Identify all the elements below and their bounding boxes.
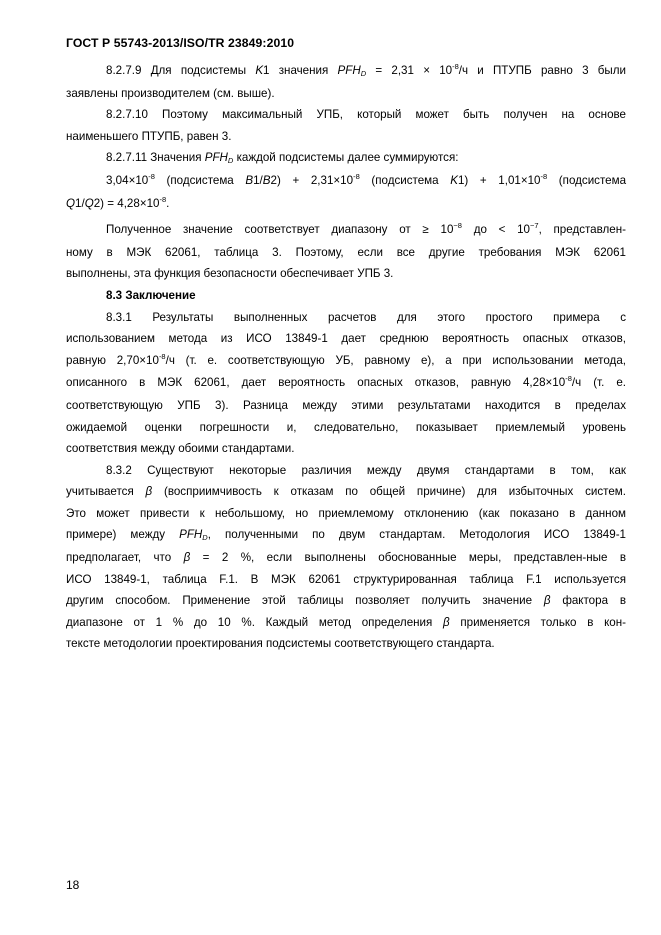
- text-line: тексте методологии проектирования подсистемы соответствующего стандарта.: [66, 637, 495, 651]
- document-body: [66, 60, 626, 655]
- text-line: использованием метода из ИСО 13849-1 дает среднюю вероятность опасных отказов,: [66, 332, 626, 346]
- text-line: 8.3.1 Результаты выполненных расчетов для этого простого примера с: [106, 310, 626, 324]
- paragraph-8-2-7-9: [66, 60, 626, 104]
- text-line: соответствия между обоими стандартами.: [66, 442, 295, 456]
- text-line: соответствующую УПБ 3). Разница между этими результатами находится в пределах: [66, 398, 626, 412]
- text-line: предполагает, что β = 2 %, если выполнены обоснованные меры, представлен-ные в: [66, 551, 626, 565]
- standard-header: ГОСТ Р 55743-2013/ISO/TR 23849:2010: [66, 36, 295, 50]
- text-line: ИСО 13849-1, таблица F.1. В МЭК 62061 структурированная таблица F.1 используется: [66, 572, 626, 586]
- text-line: выполнены, эта функция безопасности обеспечивает УПБ 3.: [66, 267, 394, 281]
- text-line: $3,04\times 10^{-8}$ (подсистема $B1/B2) + 2,31\times 10^{-8}$ (подсистема $K1) + 1,01\times 10^{-8}$ (подсистема: [106, 171, 627, 187]
- sum-formula: [66, 170, 626, 215]
- text-line: 8.2.7.10 Поэтому максимальный УПБ, который может быть получен на основе: [106, 108, 626, 122]
- text-line: примере) между $PFH_D$, полученными по двум стандартам. Методология ИСО 13849-1: [66, 528, 626, 543]
- text-line: $Q1/Q2) = 4,28\times 10^{-8}$.: [66, 194, 170, 210]
- text-line: наименьшего ПТУПБ, равен 3.: [66, 129, 232, 143]
- text-line: учитывается β (восприимчивость к отказам по общей причине) для избыточных систем.: [66, 485, 626, 499]
- paragraph-8-3-2: [66, 460, 626, 655]
- text-line: равную $2,70\times 10^{-8}/ч$ (т. е. соответствующую УБ, равному е), а при использовании метода,: [66, 351, 626, 367]
- text-line: Это может привести к небольшому, но приемлемому отклонению (как показано в данном: [66, 506, 626, 520]
- section-heading: 8.3 Заключение: [106, 288, 196, 302]
- text-line: ожидаемой оценки погрешности и, следовательно, показывает приемлемый уровень: [66, 420, 626, 434]
- text-line: 8.3.2 Существуют некоторые различия между двумя стандартами в том, как: [106, 463, 626, 477]
- text-line: другим способом. Применение этой таблицы позволяет получить значение β фактора в: [66, 594, 626, 608]
- text-line: 8.2.7.11 Значения $PFH_D$ каждой подсистемы далее суммируются:: [106, 151, 459, 166]
- paragraph-8-2-7-10: [66, 104, 626, 147]
- paragraph-8-2-7-11: [66, 147, 626, 170]
- text-line: заявлены производителем (см. выше).: [66, 86, 275, 100]
- text-line: ному в МЭК 62061, таблица 3. Поэтому, если все другие требования МЭК 62061: [66, 245, 626, 259]
- text-line: 8.2.7.9 Для подсистемы K1 значения $PFH_D = 2,31 \times 10^{-8}/ч$ и ПТУПБ равно 3 были: [106, 62, 626, 78]
- text-line: описанного в МЭК 62061, дает вероятность опасных отказов, равную $4,28\times 10^{-8}/ч$ (т. е.: [66, 374, 627, 390]
- text-line: Полученное значение соответствует диапазону от ≥ $10^{-8}$ до < $10^{-7}$, представлен-: [106, 221, 626, 237]
- text-line: диапазоне от 1 % до 10 %. Каждый метод определения β применяется только в кон-: [66, 615, 626, 629]
- result-paragraph: [66, 219, 626, 285]
- paragraph-8-3-1: [66, 307, 626, 460]
- page-number: 18: [66, 878, 80, 892]
